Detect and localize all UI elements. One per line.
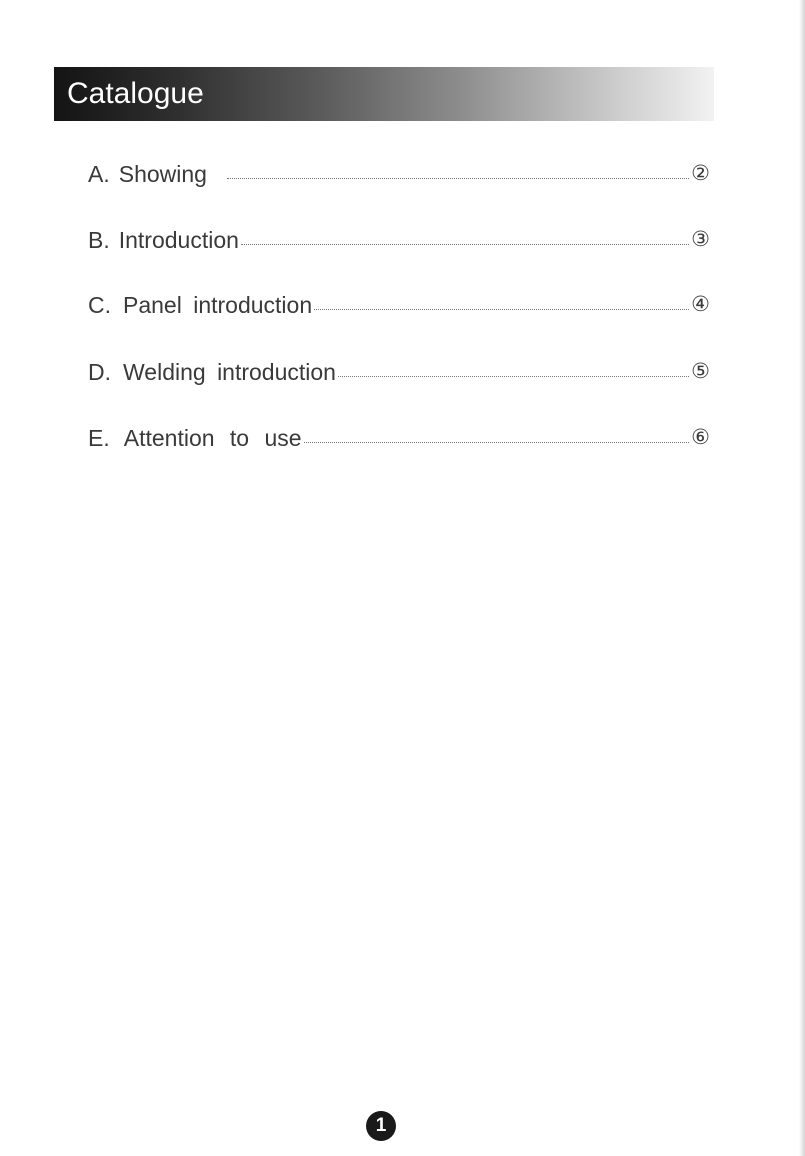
toc-entry-label: Showing xyxy=(118,161,207,187)
toc-entry-panel-introduction[interactable] xyxy=(88,289,710,319)
page-title: Catalogue xyxy=(67,77,204,110)
toc-entry-attention-to-use[interactable] xyxy=(88,422,710,452)
toc-entry-letter: A. xyxy=(88,161,110,187)
toc-entry-letter: D. xyxy=(88,359,111,385)
toc-entry-page: ③ xyxy=(691,228,710,251)
toc-entry-label: Attention to use xyxy=(123,425,302,451)
toc-entry-label: Panel introduction xyxy=(123,292,313,318)
toc-entry-letter: E. xyxy=(88,425,110,451)
toc-entry-letter: B. xyxy=(88,227,110,253)
toc-entry-page: ④ xyxy=(691,293,710,316)
toc-dot-leader xyxy=(241,243,689,245)
table-of-contents xyxy=(88,0,710,500)
toc-dot-leader xyxy=(338,375,689,377)
toc-entry-page: ⑤ xyxy=(691,360,710,383)
toc-entry-welding-introduction[interactable] xyxy=(88,356,710,386)
toc-entry-page: ⑥ xyxy=(691,426,710,449)
toc-entry-page: ② xyxy=(691,162,710,185)
toc-entry-introduction[interactable] xyxy=(88,224,710,254)
toc-dot-leader xyxy=(314,308,689,310)
toc-dot-leader xyxy=(304,441,690,443)
page-edge-shadow xyxy=(799,0,805,1156)
page-number-badge: 1 xyxy=(366,1111,396,1141)
toc-entry-showing[interactable] xyxy=(88,158,710,188)
toc-dot-leader xyxy=(227,177,689,179)
toc-entry-letter: C. xyxy=(88,292,111,318)
toc-entry-label: Introduction xyxy=(118,227,239,253)
toc-entry-label: Welding introduction xyxy=(123,359,336,385)
